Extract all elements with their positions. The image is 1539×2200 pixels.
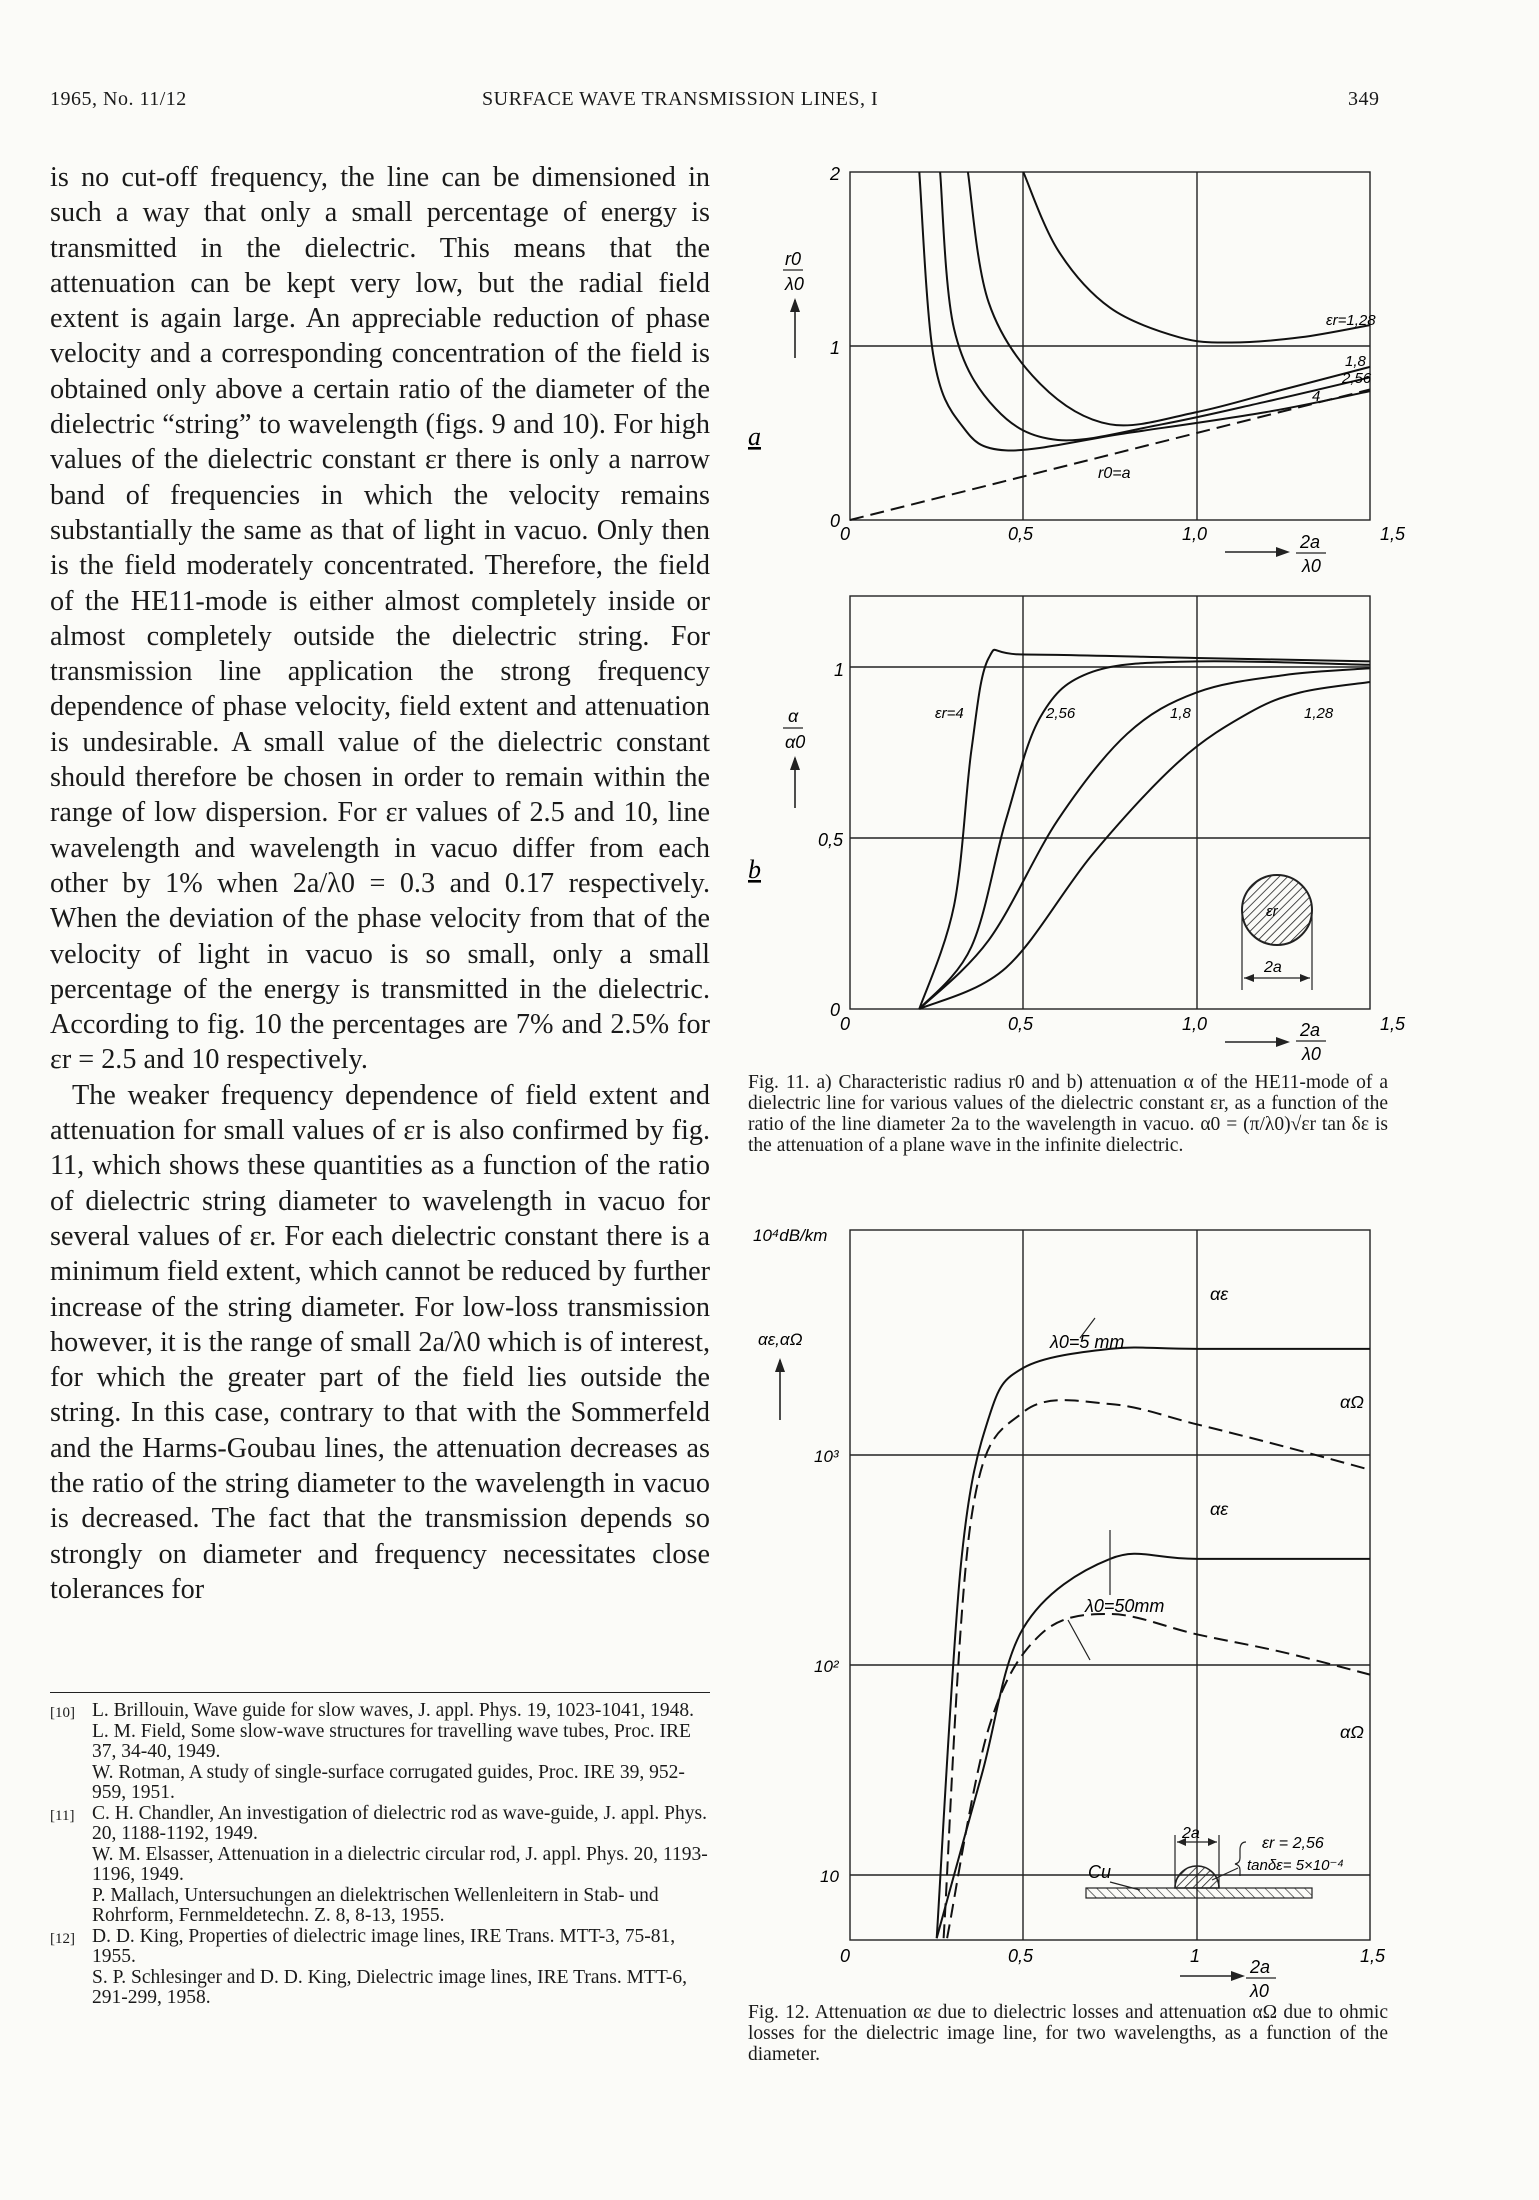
x-label-den: λ0 (1302, 1044, 1321, 1064)
reference-number: [11] (50, 1807, 75, 1824)
paragraph: The weaker frequency dependence of field extent and attenuation for small values of εr is also confirmed by fig. 11, which shows these quantities as a function of the ratio of dielectric string diameter to wavelength in vacuo for several values of εr. For each dielectric constant there is a minimum field extent, which cannot be reduced by further increase of the string diameter. For low-loss transmission however, it is the range of small 2a/λ0 which is of interest, for which the greater part of the field lies outside the string. In this case, contrary to that with the Sommerfeld and the Harms-Goubau lines, the attenuation decreases as the ratio of the string diameter to the wavelength in vacuo is decreased. The fact that the transmission depends so strongly on diameter and frequency necessitates close tolerances for (50, 1079, 710, 1605)
x-label-den: λ0 (1302, 556, 1321, 576)
curve-label: 1,8 (1345, 353, 1366, 370)
reference-group (50, 1804, 710, 1927)
x-tick: 0 (840, 1014, 851, 1034)
inset-loss-tangent: tanδε= 5×10⁻⁴ (1247, 1857, 1344, 1874)
series-label: αΩ (1340, 1722, 1364, 1742)
y-label-num: r0 (785, 249, 802, 269)
journal-title: SURFACE WAVE TRANSMISSION LINES, I (482, 88, 879, 110)
x-tick: 1 (1190, 1946, 1201, 1966)
reference-entry: P. Mallach, Untersuchungen an dielektrischen Wellenleitern in Stab- und Rohrform, Fernmeldetechn. Z. 8, 8-13, 1955. (92, 1884, 659, 1926)
y-tick: 10³ (814, 1447, 839, 1466)
curve-label: εr=1,28 (1326, 312, 1376, 329)
wavelength-label: λ0=50mm (1085, 1596, 1165, 1616)
x-tick: 0,5 (1008, 1014, 1034, 1034)
series-line-0 (919, 650, 1370, 1009)
y-label-num: α (788, 706, 799, 726)
fig11b-chart (748, 580, 1406, 1070)
y-label-den: α0 (785, 732, 806, 752)
body-text (50, 160, 710, 1607)
x-tick: 1,5 (1380, 1014, 1406, 1034)
y-tick: 0,5 (818, 830, 844, 850)
curve-label: εr=4 (935, 705, 964, 722)
reference-entry: S. P. Schlesinger and D. D. King, Dielectric image lines, IRE Trans. MTT-6, 291-299, 1958. (92, 1966, 688, 2008)
reference-entry: W. M. Elsasser, Attenuation in a dielectric circular rod, J. appl. Phys. 20, 1193-1196, 1949. (92, 1843, 708, 1885)
inset-dimension: 2a (1182, 1825, 1200, 1842)
x-label-num: 2a (1300, 1020, 1321, 1040)
panel-mark: a (748, 422, 761, 451)
series-line-4 (850, 390, 1370, 521)
x-tick: 0,5 (1008, 1946, 1034, 1966)
fig12-chart (750, 1215, 1400, 2015)
x-tick: 0 (840, 1946, 851, 1966)
y-tick: 2 (830, 164, 841, 184)
reference-entry: C. H. Chandler, An investigation of dielectric rod as wave-guide, J. appl. Phys. 20, 1188-1192, 1949. (92, 1802, 707, 1844)
y-tick: 10 (820, 1867, 839, 1886)
reference-group (50, 1927, 710, 2009)
series-line-3 (919, 682, 1370, 1009)
x-label-den: λ0 (1250, 1981, 1269, 2001)
series-line-1 (968, 172, 1370, 425)
reference-entry: W. Rotman, A study of single-surface corrugated guides, Proc. IRE 39, 952-959, 1951. (92, 1761, 685, 1803)
issue-label: 1965, No. 11/12 (50, 88, 187, 110)
series-line-3 (919, 172, 1370, 451)
series-line-2 (940, 172, 1370, 440)
series-label: αε (1210, 1499, 1229, 1519)
inset-dimension: 2a (1264, 959, 1282, 976)
curve-label: 4 (1312, 388, 1321, 405)
y-tick: 1 (830, 338, 841, 358)
reference-entry: D. D. King, Properties of dielectric image lines, IRE Trans. MTT-3, 75-81, 1955. (92, 1925, 676, 1967)
y-label: αε,αΩ (758, 1330, 803, 1349)
series-line-1 (919, 661, 1370, 1009)
curve-label: 1,28 (1304, 705, 1334, 722)
wavelength-label: λ0=5 mm (1050, 1332, 1125, 1352)
reference-number: [10] (50, 1705, 75, 1721)
x-tick: 1,5 (1380, 524, 1406, 544)
line-label: r0=a (1098, 465, 1131, 482)
y-tick: 0 (830, 1000, 841, 1020)
fig11-caption: Fig. 11. a) Characteristic radius r0 and b) attenuation α of the HE11-mode of a dielectric line for various values of the dielectric constant εr, as a function of the ratio of the line diameter 2a to the wavelength in vacuo. α0 = (π/λ0)√εr tan δε is the attenuation of a plane wave in the infinite dielectric. (748, 1072, 1388, 1156)
x-label-num: 2a (1250, 1957, 1271, 1977)
unit-label: 10⁴dB/km (753, 1226, 828, 1245)
y-tick: 1 (834, 660, 845, 680)
fig11a-chart (748, 150, 1406, 576)
x-tick: 1,5 (1360, 1946, 1386, 1966)
y-tick: 0 (830, 511, 841, 531)
x-tick: 0 (840, 524, 851, 544)
x-tick: 0,5 (1008, 524, 1034, 544)
curve-label: 2,56 (1046, 705, 1076, 722)
references (50, 1692, 710, 2009)
fig12-caption: Fig. 12. Attenuation αε due to dielectric losses and attenuation αΩ due to ohmic losses for the dielectric image line, for two wavelengths, as a function of the diameter. (748, 2002, 1388, 2065)
x-tick: 1,0 (1182, 524, 1208, 544)
plot-frame (850, 596, 1370, 1009)
curve-label: 2,56 (1342, 370, 1372, 387)
reference-entry: L. Brillouin, Wave guide for slow waves, J. appl. Phys. 19, 1023-1041, 1948. (92, 1700, 694, 1721)
series-label: αΩ (1340, 1392, 1364, 1412)
image-line-inset (1086, 1825, 1344, 1898)
reference-entry: L. M. Field, Some slow-wave structures for travelling wave tubes, Proc. IRE 37, 34-40, 1949. (92, 1720, 691, 1762)
reference-number: [12] (50, 1930, 75, 1947)
inset-permittivity: εr = 2,56 (1262, 1835, 1324, 1852)
inset-metal: Cu (1088, 1862, 1112, 1882)
panel-mark: b (748, 855, 761, 884)
series-label: αε (1210, 1284, 1229, 1304)
inset-symbol: εr (1266, 903, 1278, 920)
paragraph: is no cut-off frequency, the line can be dimensioned in such a way that only a small percentage of energy is transmitted in the dielectric. This means that the attenuation can be kept very low, but the radial field extent is again large. An appreciable reduction of phase velocity and a corresponding concentration of the field is obtained only above a certain ratio of the diameter of the dielectric “string” to wavelength (figs. 9 and 10). For high values of the dielectric constant εr there is only a narrow band of frequencies in which the velocity remains substantially the same as that of light in vacuo. Only then is the field moderately concentrated. Therefore, the field of the HE11-mode is either almost completely inside or almost completely outside the dielectric string. For transmission line application the strong frequency dependence of phase velocity, field extent and attenuation is undesirable. A small value of the dielectric constant should therefore be chosen in order to remain within the range of low dispersion. For εr values of 2.5 and 10, line wavelength and wavelength in vacuo differ from each other by 1% when 2a/λ0 = 0.3 and 0.17 respectively. When the deviation of the phase velocity from that of the velocity of light in vacuo is so small, only a small percentage of the energy is transmitted in the dielectric. According to fig. 10 the percentages are 7% and 2.5% for εr = 2.5 and 10 respectively. (50, 162, 710, 1076)
dielectric-rod-inset (1242, 875, 1312, 990)
x-tick: 1,0 (1182, 1014, 1208, 1034)
page-number: 349 (1348, 88, 1380, 110)
x-label-num: 2a (1300, 532, 1321, 552)
y-tick: 10² (814, 1657, 839, 1676)
curve-label: 1,8 (1170, 705, 1191, 722)
reference-group (50, 1701, 710, 1804)
y-label-den: λ0 (785, 274, 804, 294)
